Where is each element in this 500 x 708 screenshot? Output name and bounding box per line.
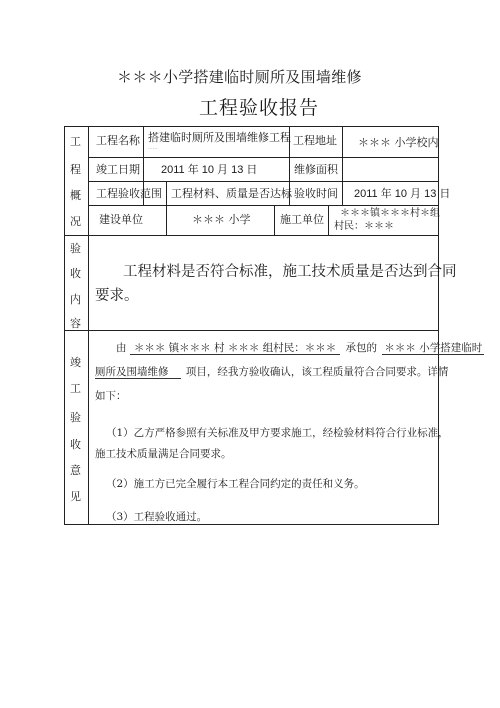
value-project-name-sub: ...... [148, 145, 158, 151]
side-char: 意 [70, 464, 81, 477]
label-project-name: 工程名称 [96, 134, 140, 147]
opinion-project: ＊＊＊ 小学搭建临时 [384, 342, 483, 354]
opinion-mid: 承包的 [345, 342, 378, 354]
opinion-rest: 项目，经我方验收确认，该工程质量符合合同要求。详情 [185, 366, 449, 378]
document-title-line1: ＊＊＊小学搭建临时厕所及围墙维修 [117, 68, 362, 86]
opinion-item1-line1: （1）乙方严格参照有关标准及甲方要求施工，经检验材料符合行业标准， [106, 427, 449, 439]
side-char: 见 [70, 490, 81, 503]
side-char: 内 [70, 293, 81, 306]
opinion-town: ＊＊＊ 镇＊＊＊ 村 ＊＊＊ 组村民：＊＊＊ [130, 342, 340, 355]
opinion-prefix: 由 [116, 342, 127, 354]
side-char: 概 [70, 189, 81, 202]
value-contractor-line2: 村民：＊＊＊ [334, 221, 394, 232]
label-acceptance-time: 验收时间 [294, 187, 338, 200]
side-char: 容 [70, 317, 81, 330]
side-char: 程 [70, 163, 81, 176]
value-builder: ＊＊＊ 小学 [192, 213, 251, 226]
opinion-item3: （3）工程验收通过。 [106, 511, 208, 523]
value-project-address: ＊＊＊ 小学校内 [358, 136, 439, 149]
opinion-paragraph-line1 [116, 341, 484, 355]
label-builder: 建设单位 [99, 213, 143, 226]
label-contractor: 施工单位 [280, 213, 324, 226]
side-char: 工 [70, 135, 81, 148]
opinion-item1-line2: 施工技术质量满足合同要求。 [95, 448, 232, 460]
label-repair-area: 维修面积 [294, 163, 338, 176]
opinion-item2: （2）施工方已完全履行本工程合同约定的责任和义务。 [106, 478, 365, 490]
side-char: 收 [70, 267, 81, 280]
value-completion-date: 2011 年 10 月 13 日 [161, 164, 258, 176]
side-char: 收 [70, 438, 81, 451]
value-acceptance-time: 2011 年 10 月 13 日 [354, 188, 451, 200]
label-acceptance-scope: 工程验收范围 [96, 187, 162, 200]
opinion-paragraph-line2 [95, 365, 448, 379]
opinion-paragraph-line3: 如下： [95, 390, 127, 402]
side-char: 验 [70, 242, 81, 255]
content-line1: 工程材料是否符合标准，施工技术质量是否达到合同 [123, 264, 457, 280]
value-contractor-line1: ＊＊＊镇＊＊＊村＊组 [340, 208, 440, 219]
value-project-name: 搭建临时厕所及围墙维修工程 [148, 131, 291, 144]
value-acceptance-scope: 工程材料、质量是否达标 [171, 187, 292, 200]
opinion-project-cont: 厕所及围墙维修 [95, 366, 181, 379]
label-completion-date: 竣工日期 [96, 163, 140, 176]
side-char: 竣 [70, 356, 81, 369]
side-char: 验 [70, 411, 81, 424]
side-char: 工 [70, 382, 81, 395]
content-line2: 要求。 [95, 288, 139, 304]
document-title-line2: 工程验收报告 [199, 97, 320, 119]
side-char: 况 [70, 215, 81, 228]
label-project-address: 工程地址 [293, 134, 337, 147]
